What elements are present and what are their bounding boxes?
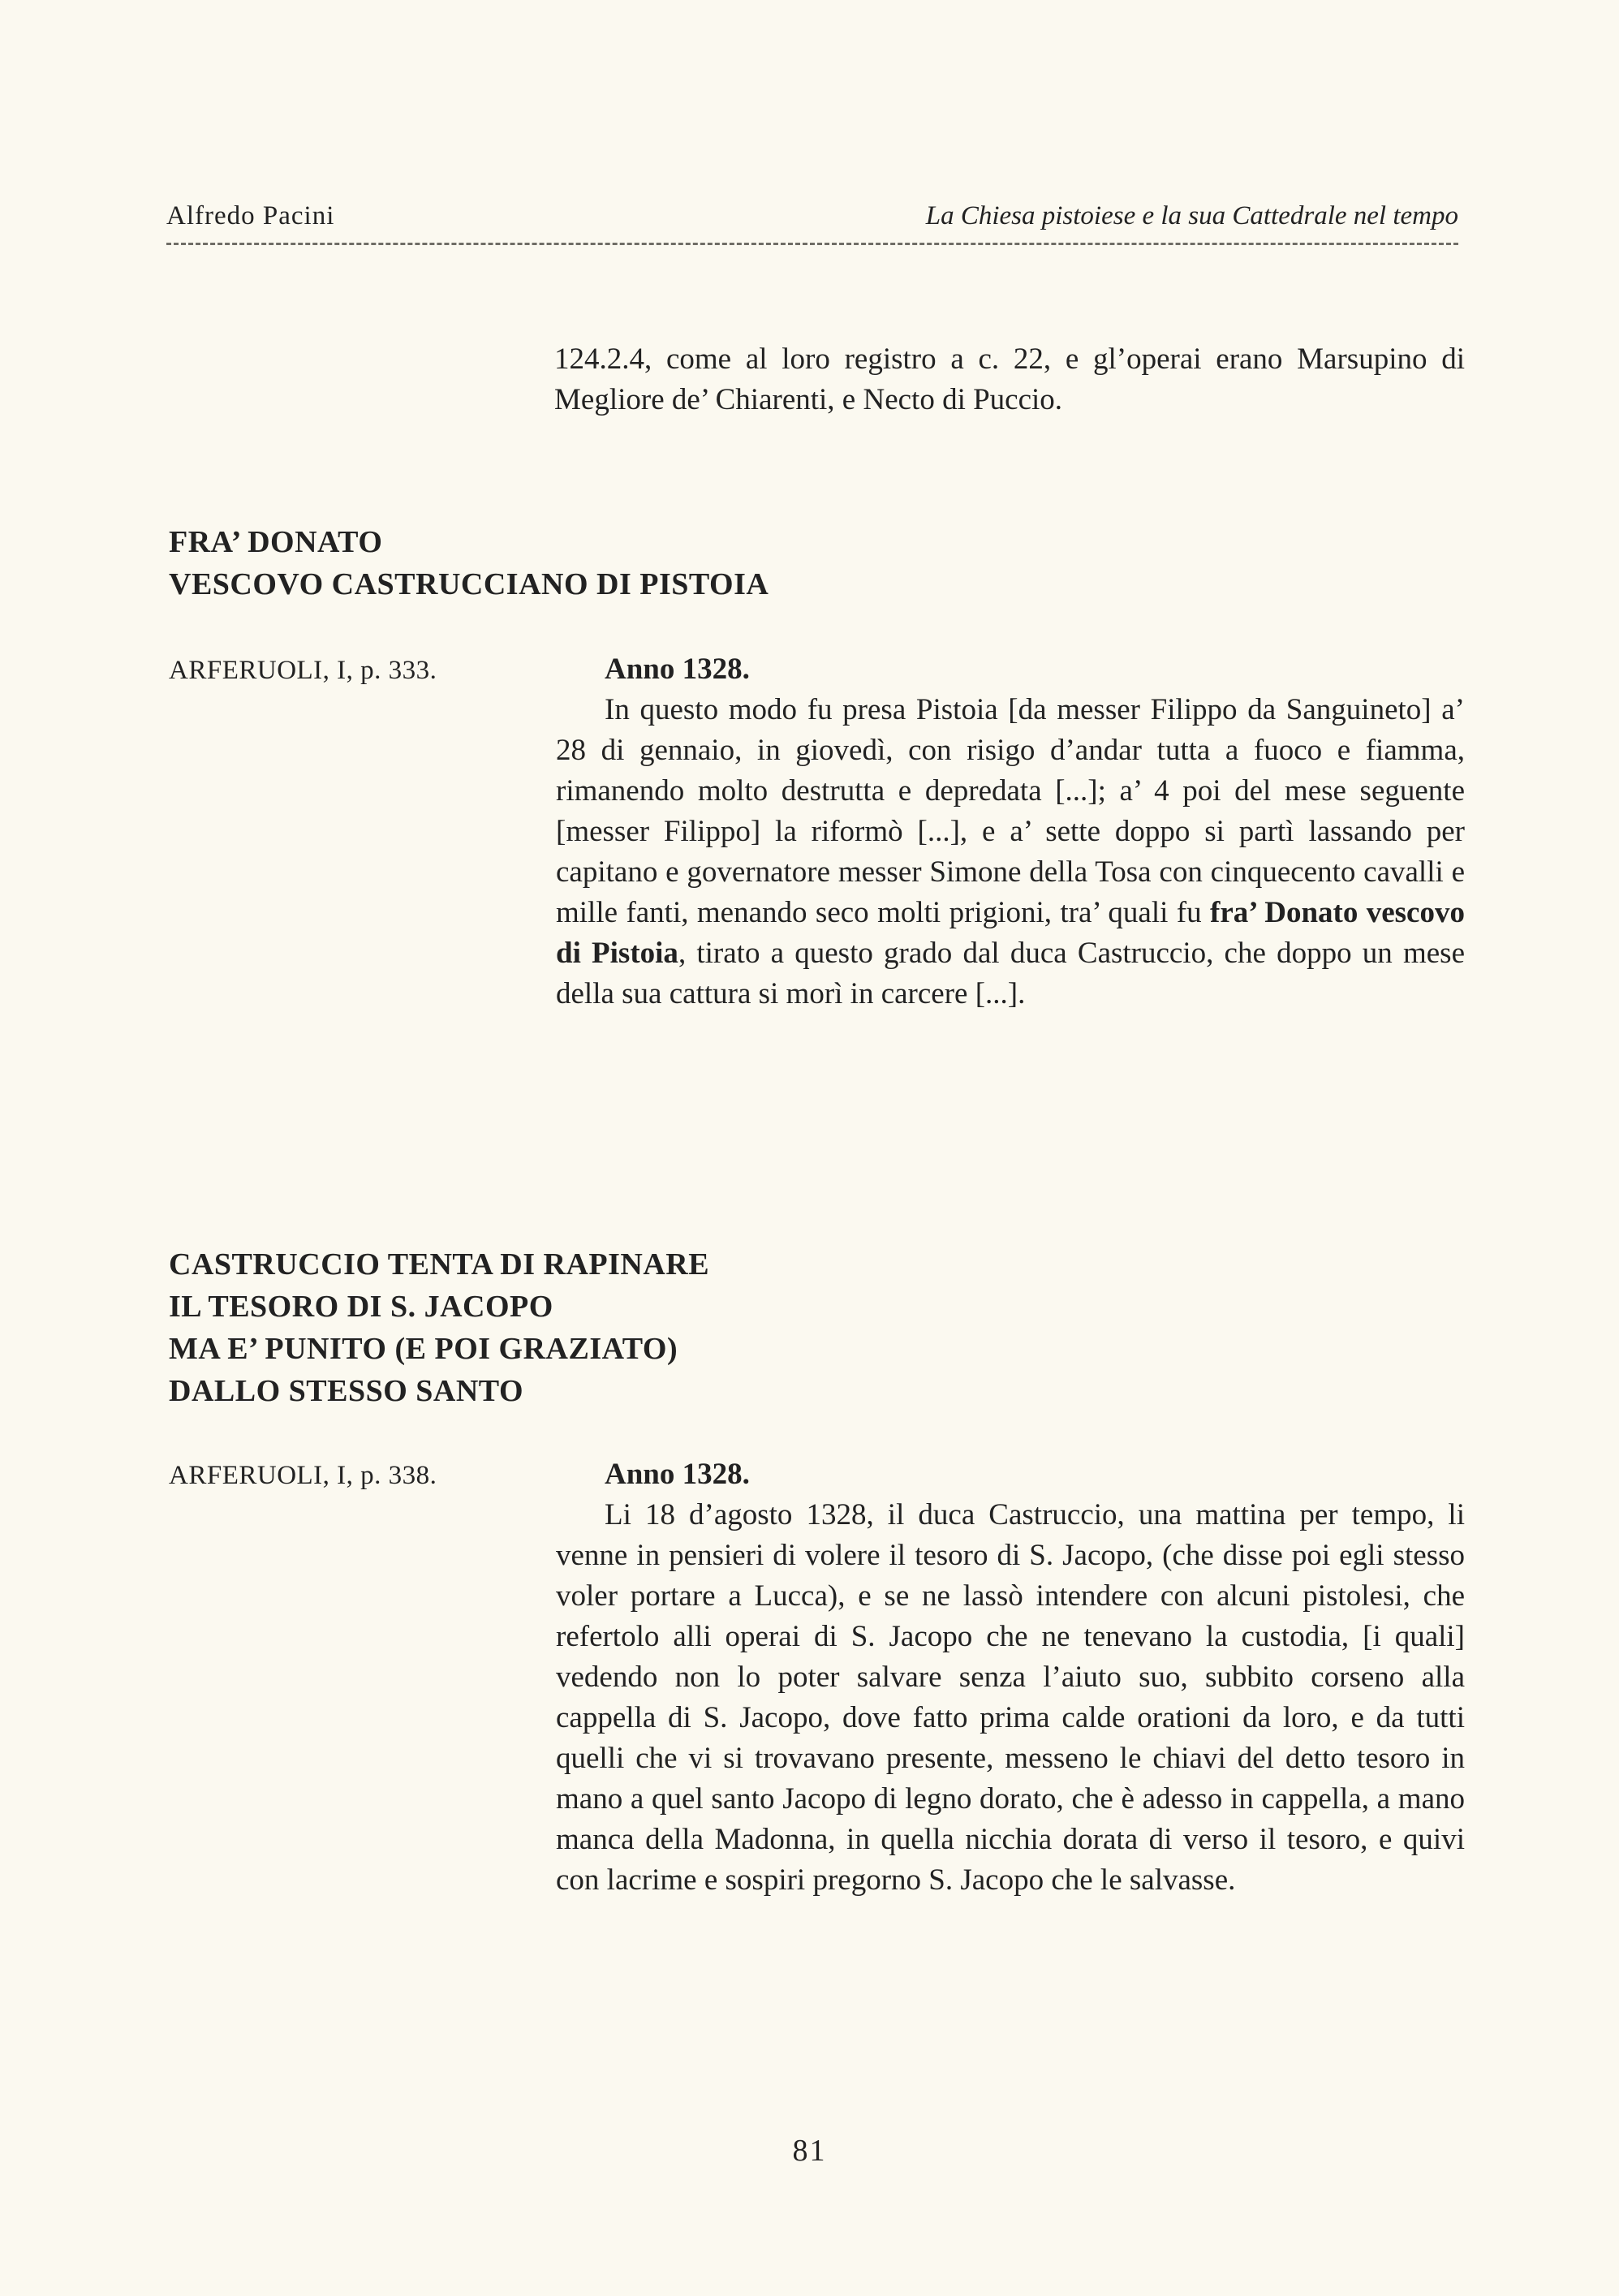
anno-heading: Anno 1328. bbox=[605, 653, 750, 686]
paragraph-text: In questo modo fu presa Pistoia [da messer Filippo da Sanguineto] a’ 28 di gennaio, in giovedì, con risigo d’andar tutta a fuoco e fiamma, rimanendo molto destrutta e depredata [...]; a’ 4 poi del mese seguente [messer Filippo] la riformò [...], e a’ sette doppo si partì lassando per capitano e governatore messer Simone della Tosa con cinquecento cavalli e mille fanti, menando seco molti prigioni, tra’ quali fu bbox=[556, 693, 1465, 929]
running-header bbox=[166, 201, 1458, 245]
anno-heading: Anno 1328. bbox=[605, 1458, 750, 1491]
section-body bbox=[556, 649, 1465, 1014]
paragraph bbox=[556, 690, 1465, 1014]
source-citation: ARFERUOLI, I, p. 338. bbox=[169, 1461, 437, 1490]
section-heading-castruccio bbox=[169, 1243, 709, 1412]
paragraph: Li 18 d’agosto 1328, il duca Castruccio, una mattina per tempo, li venne in pensieri di volere il tesoro di S. Jacopo, (che disse poi egli stesso voler portare a Lucca), e se ne lassò intendere con alcuni pistolesi, che refertolo alli operai di S. Jacopo che ne tenevano la custodia, [i quali] vedendo non lo poter salvare senza l’aiuto suo, subbito corseno alla cappella di S. Jacopo, dove fatto prima calde orationi da loro, e da tutti quelli che vi si trovavano presente, messeno le chiavi del detto tesoro in mano a quel santo Jacopo di legno dorato, che è adesso in cappella, a mano manca della Madonna, in quella nicchia dorata di verso il tesoro, e quivi con lacrime e sospiri pregorno S. Jacopo che le salvasse. bbox=[556, 1498, 1465, 1897]
intro-paragraph: 124.2.4, come al loro registro a c. 22, e gl’operai erano Marsupino di Megliore de’ Chiarenti, e Necto di Puccio. bbox=[554, 342, 1465, 416]
paragraph-bold-text: fra’ Donato vescovo di Pistoia bbox=[556, 896, 1465, 970]
heading-line: MA E’ PUNITO (E POI GRAZIATO) bbox=[169, 1332, 678, 1366]
heading-line: FRA’ DONATO bbox=[169, 525, 383, 559]
source-citation: ARFERUOLI, I, p. 333. bbox=[169, 656, 437, 685]
paragraph-text: , tirato a questo grado dal duca Castruccio, che doppo un mese della sua cattura si morì in carcere [...]. bbox=[556, 937, 1465, 1010]
section-body bbox=[556, 1454, 1465, 1901]
heading-line: CASTRUCCIO TENTA DI RAPINARE bbox=[169, 1247, 710, 1282]
header-author: Alfredo Pacini bbox=[166, 201, 335, 230]
heading-line: IL TESORO DI S. JACOPO bbox=[169, 1290, 553, 1324]
page-number: 81 bbox=[792, 2134, 827, 2168]
heading-line: DALLO STESSO SANTO bbox=[169, 1374, 524, 1408]
header-book-title: La Chiesa pistoiese e la sua Cattedrale nel tempo bbox=[925, 201, 1458, 230]
section-heading-fra-donato bbox=[169, 521, 769, 605]
heading-line: VESCOVO CASTRUCCIANO DI PISTOIA bbox=[169, 567, 769, 601]
